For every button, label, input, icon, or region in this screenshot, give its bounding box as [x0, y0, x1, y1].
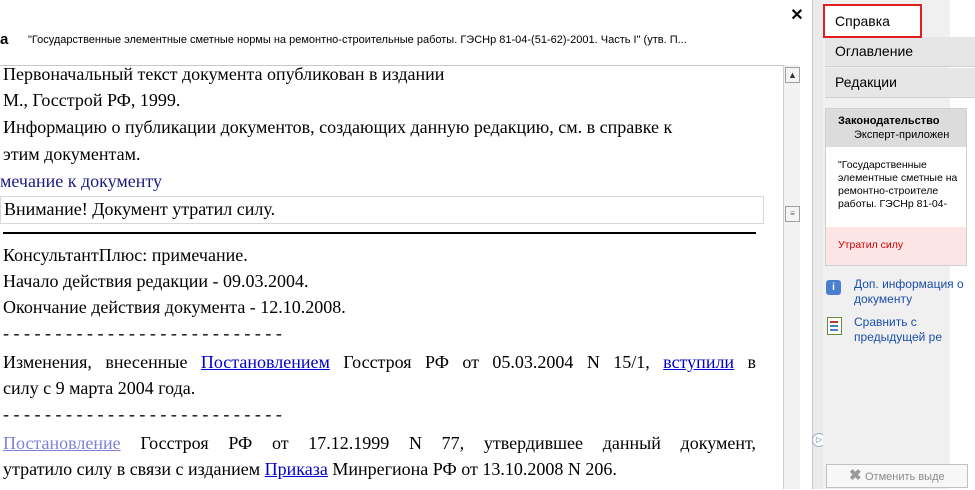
publication-info-line: Информацию о публикации документов, создающих данную редакцию, см. в справке к: [3, 117, 673, 137]
repeal-paragraph-line1: [3, 432, 756, 454]
status-text: Утратил силу: [838, 239, 904, 251]
repeal-text-b: утратило силу в связи с изданием: [3, 459, 265, 479]
compare-icon: [827, 317, 842, 335]
card-document-name: "Государственные элементные сметные на ремонтно-строителе работы. ГЭСНр 81-04-: [838, 159, 958, 210]
document-title: "Государственные элементные сметные нормы на ремонтно-строительные работы. ГЭСНр 81-04-(51-62)-2001. Часть I" (утв. П...: [28, 34, 687, 46]
tab-reference[interactable]: Справка: [823, 4, 922, 38]
vstupili-link[interactable]: вступили: [663, 352, 735, 372]
dash-separator: - - - - - - - - - - - - - - - - - - - - - - - - - - -: [3, 323, 282, 343]
changes-text-b: Госстроя РФ от 05.03.2004 N 15/1,: [329, 352, 664, 372]
cancel-selection-label: Отменить выде: [865, 471, 945, 483]
right-panel: [823, 0, 964, 489]
tab-editions[interactable]: Редакции: [825, 68, 975, 98]
changes-text-c: в: [734, 352, 756, 372]
repeal-text-a: Госстроя РФ от 17.12.1999 N 77, утвердившее данный документ,: [120, 433, 756, 453]
additional-info-link[interactable]: Доп. информация о документу: [854, 277, 964, 306]
changes-paragraph-line2: силу с 9 марта 2004 года.: [3, 378, 196, 398]
document-text-area[interactable]: [0, 65, 783, 490]
status-badge: [826, 227, 966, 265]
header-letter: а: [0, 31, 9, 48]
document-note-heading: мечание к документу: [0, 171, 163, 191]
info-icon: i: [826, 280, 841, 295]
postanovlenie-link[interactable]: Постановлением: [200, 352, 330, 372]
card-header: [826, 109, 966, 147]
cancel-x-icon: ✖: [849, 467, 862, 484]
tab-contents[interactable]: Оглавление: [825, 37, 975, 67]
separator-line: [3, 232, 756, 234]
document-end-date: Окончание действия документа - 12.10.2008.: [3, 297, 346, 317]
publication-info-line-2: этим документам.: [3, 144, 141, 164]
cancel-selection-button[interactable]: [826, 464, 968, 488]
dash-separator-2: - - - - - - - - - - - - - - - - - - - - - - - - - - -: [3, 404, 282, 424]
publication-line: Первоначальный текст документа опубликован в издании: [3, 64, 445, 84]
repeal-text-c: Минрегиона РФ от 13.10.2008 N 206.: [327, 459, 617, 479]
kp-note-label: КонсультантПлюс: примечание.: [3, 245, 248, 265]
scroll-thumb[interactable]: ≡: [785, 206, 800, 222]
expand-arrow-icon[interactable]: ▷: [812, 433, 826, 447]
notice-box: [0, 196, 764, 224]
document-header: [0, 0, 812, 62]
changes-text-a: Изменения, внесенные: [3, 352, 201, 372]
notice-text: Внимание! Документ утратил силу.: [4, 199, 276, 219]
document-info-card: [825, 108, 967, 266]
vertical-scrollbar[interactable]: [783, 65, 800, 489]
card-subcategory: Эксперт-приложен: [854, 129, 950, 141]
prikaz-link[interactable]: Приказа: [264, 459, 328, 479]
edition-start-date: Начало действия редакции - 09.03.2004.: [3, 271, 309, 291]
changes-paragraph-line1: [3, 351, 756, 373]
publisher-line: М., Госстрой РФ, 1999.: [3, 90, 181, 110]
scroll-up-arrow-icon[interactable]: ▲: [785, 67, 800, 83]
card-category: Законодательство: [838, 115, 940, 127]
close-button[interactable]: ✕: [790, 7, 804, 24]
repeal-paragraph-line2: [3, 458, 617, 480]
postanovlenie-visited-link[interactable]: Постановление: [3, 433, 121, 453]
compare-editions-link[interactable]: Сравнить с предыдущей ре: [854, 315, 943, 344]
